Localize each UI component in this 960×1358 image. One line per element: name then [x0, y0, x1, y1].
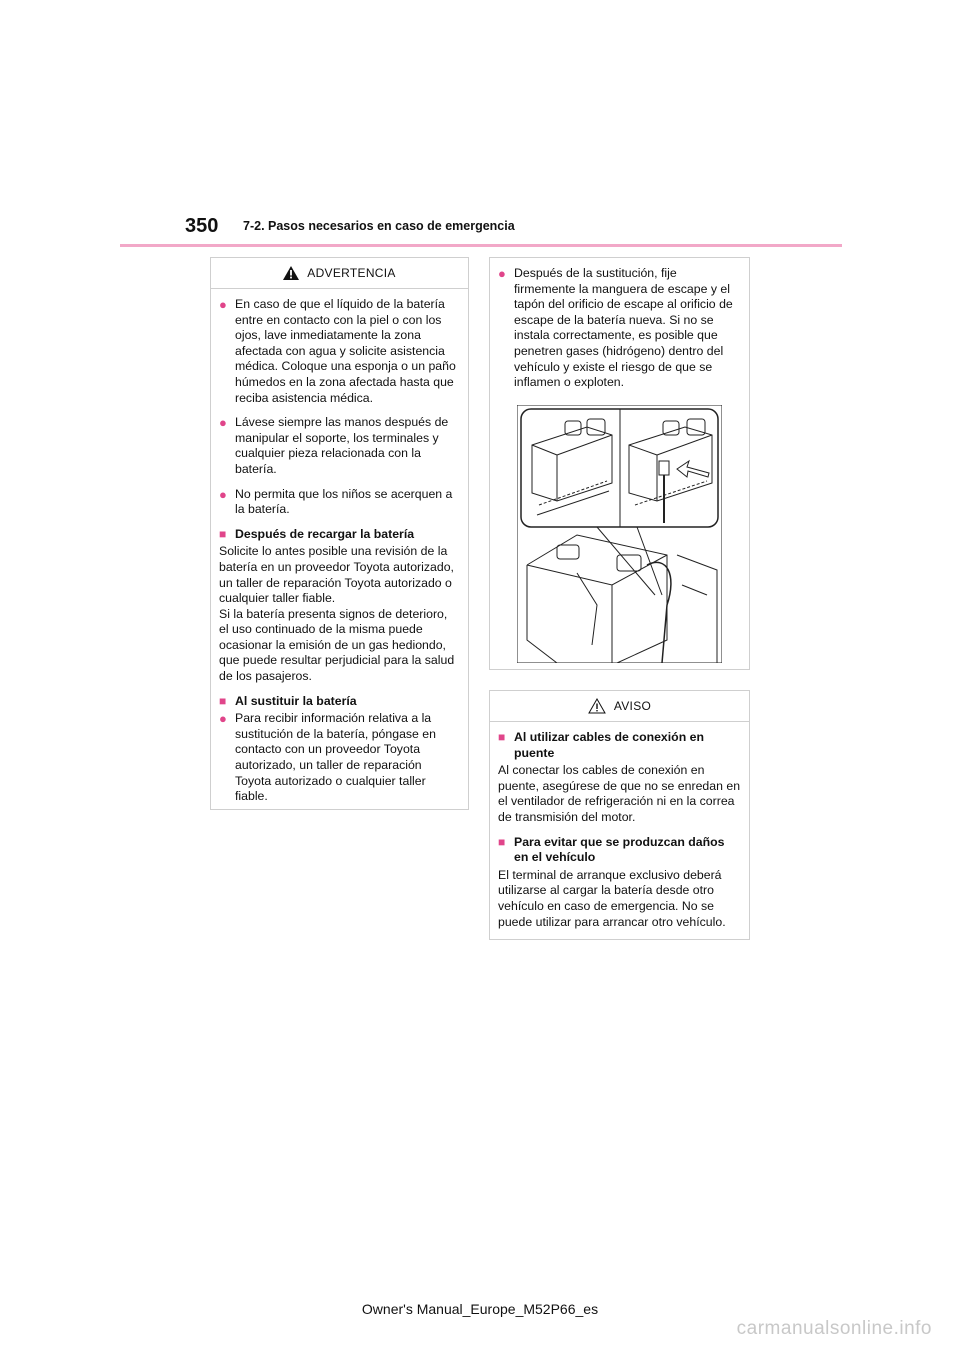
square-marker-icon: ■	[498, 834, 506, 849]
warning-title: ADVERTENCIA	[307, 266, 396, 280]
page-number: 350	[185, 215, 219, 237]
notice-title: AVISO	[613, 699, 652, 713]
square-marker-icon: ■	[219, 526, 227, 541]
circle-bullet-icon: ●	[219, 711, 227, 727]
subheading: ■ Al sustituir la batería	[219, 693, 357, 708]
header-rule	[120, 244, 842, 247]
list-item: ● Para recibir información relativa a la sustitución de la batería, póngase en contacto con un proveedor Toyota autorizado, un taller de reparación Toyota autorizado o cualquier taller fiable.	[219, 711, 436, 804]
watermark: carmanualsonline.info	[736, 1318, 932, 1339]
circle-bullet-icon: ●	[219, 486, 227, 502]
circle-bullet-icon: ●	[498, 266, 506, 281]
circle-bullet-icon: ●	[219, 297, 227, 312]
list-item: ● En caso de que el líquido de la batería entre en contacto con la piel o con los ojos, lave inmediatamente la zona afectada con agua y solicite asistencia médica. Coloque una esponja o un paño húmedos en la zona afectada hasta que reciba asistencia médica.	[219, 297, 456, 405]
circle-bullet-icon: ●	[219, 415, 227, 431]
paragraph: Solicite lo antes posible una revisión de la batería en un proveedor Toyota autorizado, un taller de reparación Toyota autorizado o cualquier taller fiable. Si la batería presenta signos de deterioro, el uso continuado de la misma puede ocasionar la emisión de un gas hediondo, que puede resultar perjudicial para la salud de los pasajeros.	[219, 544, 455, 684]
subheading: ■ Al utilizar cables de conexión en puente	[498, 730, 704, 760]
paragraph: Al conectar los cables de conexión en puente, asegúrese de que no se enredan en el ventilador de refrigeración ni en la correa de transmisión del motor.	[498, 763, 741, 824]
square-marker-icon: ■	[498, 730, 506, 744]
warning-box	[210, 257, 469, 810]
battery-illustration	[517, 405, 722, 663]
list-item: ● No permita que los niños se acerquen a la batería.	[219, 486, 453, 517]
subheading: ■ Para evitar que se produzcan daños en el vehículo	[498, 834, 725, 865]
caution-triangle-icon	[588, 698, 606, 714]
warning-triangle-icon	[283, 266, 299, 280]
section-title: 7-2. Pasos necesarios en caso de emergencia	[243, 219, 515, 233]
square-marker-icon: ■	[219, 693, 227, 708]
subheading: ■ Después de recargar la batería	[219, 526, 415, 541]
notice-box	[489, 690, 750, 940]
manual-id: Owner's Manual_Europe_M52P66_es	[361, 1301, 599, 1317]
paragraph: El terminal de arranque exclusivo deberá utilizarse al cargar la batería desde otro vehículo en caso de emergencia. No se puede utilizar para arrancar otro vehículo.	[498, 867, 726, 929]
warning-body	[211, 289, 468, 822]
list-item: ● Después de la sustitución, fije firmemente la manguera de escape y el tapón del orificio de escape al orificio de escape de la batería nueva. Si no se instala correctamente, es posible que penetren gases (hidrógeno) dentro del vehículo y existe el riesgo de que se inflamen o exploten.	[498, 266, 733, 390]
replacement-body	[490, 258, 749, 408]
warning-box-header	[211, 258, 468, 289]
notice-body	[490, 722, 749, 947]
notice-box-header	[490, 691, 749, 722]
list-item: ● Lávese siempre las manos después de manipular el soporte, los terminales y cualquier pieza relacionada con la batería.	[219, 415, 449, 476]
